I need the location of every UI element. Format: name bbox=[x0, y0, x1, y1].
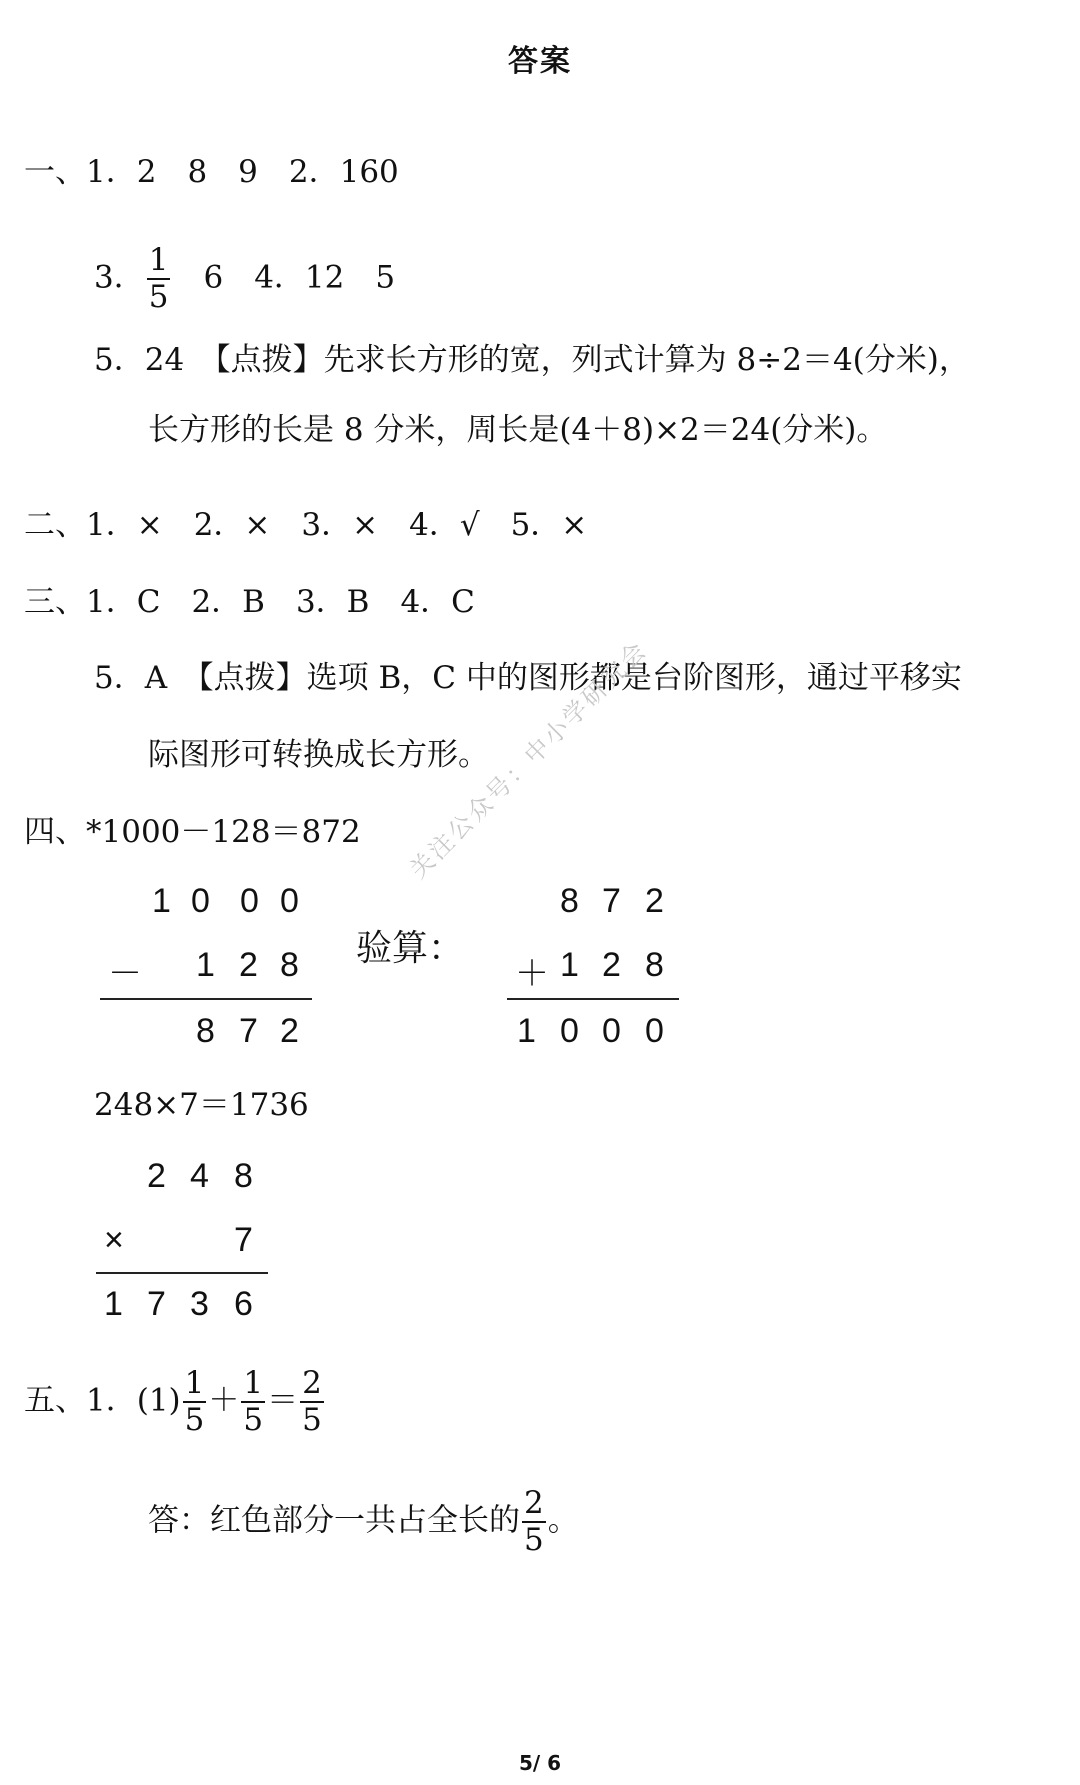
digit: 2 bbox=[280, 1012, 299, 1050]
digit: 2 bbox=[645, 882, 664, 920]
page-title: 答案 bbox=[508, 44, 572, 79]
digit: 8 bbox=[196, 1012, 215, 1050]
digit: 1 bbox=[517, 1012, 536, 1050]
answer-text: 。 bbox=[547, 1502, 579, 1539]
answer-5-row-1 bbox=[24, 1365, 326, 1438]
digit: 7 bbox=[147, 1285, 166, 1323]
answer-text: 6 4．12 5 bbox=[172, 259, 396, 296]
digit: 6 bbox=[234, 1285, 253, 1323]
answer-text: 3． bbox=[94, 259, 145, 296]
answer-1-row-1: 一、1．2 8 9 2．160 bbox=[24, 154, 399, 190]
minus-sign: － bbox=[108, 955, 142, 993]
digit: 8 bbox=[234, 1157, 253, 1195]
digit: 0 bbox=[191, 882, 210, 920]
digit: 2 bbox=[147, 1157, 166, 1195]
digit: 8 bbox=[560, 882, 579, 920]
answer-text: 答：红色部分一共占全长的 bbox=[148, 1502, 520, 1539]
numerator: 2 bbox=[524, 1485, 544, 1521]
digit: 1 bbox=[152, 882, 171, 920]
digit: 8 bbox=[645, 946, 664, 984]
digit: 0 bbox=[280, 882, 299, 920]
numerator: 2 bbox=[302, 1365, 322, 1401]
denominator: 5 bbox=[184, 1402, 205, 1438]
answer-3-row-1: 三、1．C 2．B 3．B 4．C bbox=[24, 584, 475, 620]
denominator: 5 bbox=[243, 1402, 264, 1438]
digit: 4 bbox=[190, 1157, 209, 1195]
digit: 1 bbox=[560, 946, 579, 984]
fraction bbox=[300, 1365, 324, 1438]
verify-label: 验算： bbox=[356, 928, 465, 969]
numerator: 1 bbox=[184, 1365, 205, 1401]
digit: 7 bbox=[239, 1012, 258, 1050]
answer-text: 五、1．(1) bbox=[24, 1382, 181, 1419]
numerator: 1 bbox=[148, 242, 169, 278]
answer-1-row-3: 5．24 【点拨】先求长方形的宽，列式计算为 8÷2＝4(分米)， bbox=[94, 342, 970, 378]
digit: 0 bbox=[602, 1012, 621, 1050]
answer-3-row-2: 5．A 【点拨】选项 B，C 中的图形都是台阶图形，通过平移实 bbox=[94, 660, 962, 696]
digit: 7 bbox=[602, 882, 621, 920]
plus-sign: ＋ bbox=[515, 955, 549, 993]
digit: 0 bbox=[560, 1012, 579, 1050]
digit: 2 bbox=[602, 946, 621, 984]
digit: 1 bbox=[104, 1285, 123, 1323]
watermark: 关注公众号：中小学研究会 bbox=[404, 635, 654, 885]
digit: 0 bbox=[645, 1012, 664, 1050]
answer-5-conclusion bbox=[148, 1485, 579, 1558]
fraction bbox=[183, 1365, 207, 1438]
answer-4-row-1: 四、*1000－128＝872 bbox=[24, 814, 361, 850]
denominator: 5 bbox=[148, 279, 169, 315]
denominator: 5 bbox=[302, 1402, 322, 1438]
digit: 0 bbox=[240, 882, 259, 920]
denominator: 5 bbox=[524, 1522, 544, 1558]
answer-1-row-4: 长方形的长是 8 分米，周长是(4＋8)×2＝24(分米)。 bbox=[148, 412, 888, 448]
fraction bbox=[241, 1365, 265, 1438]
digit: 8 bbox=[280, 946, 299, 984]
page-number: 5/ 6 bbox=[518, 1751, 562, 1775]
digit: 3 bbox=[190, 1285, 209, 1323]
equals-sign: ＝ bbox=[267, 1382, 299, 1419]
answer-4-row-2: 248×7＝1736 bbox=[94, 1087, 309, 1123]
digit: 1 bbox=[196, 946, 215, 984]
plus-sign: ＋ bbox=[208, 1382, 240, 1419]
digit: 7 bbox=[234, 1221, 253, 1259]
answer-3-row-3: 际图形可转换成长方形。 bbox=[148, 737, 489, 773]
fraction bbox=[522, 1485, 546, 1558]
numerator: 1 bbox=[243, 1365, 264, 1401]
digit: 2 bbox=[239, 946, 258, 984]
times-sign: × bbox=[104, 1221, 124, 1259]
multiplication-line bbox=[96, 1272, 268, 1274]
answer-2-row-1: 二、1．× 2．× 3．× 4．√ 5．× bbox=[24, 507, 588, 543]
